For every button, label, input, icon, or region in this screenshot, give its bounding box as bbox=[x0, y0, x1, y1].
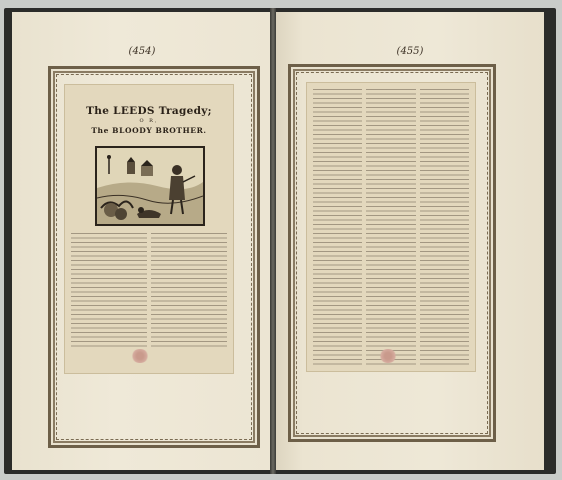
library-stamp-left bbox=[131, 349, 149, 363]
text-column-2 bbox=[151, 231, 227, 347]
library-stamp-right bbox=[379, 349, 397, 363]
text-column-1 bbox=[313, 87, 362, 365]
woodcut-scene-icon bbox=[97, 148, 203, 224]
text-column-2 bbox=[366, 87, 415, 365]
text-column-3 bbox=[420, 87, 469, 365]
text-column-1 bbox=[71, 231, 147, 347]
ballad-sheet-right bbox=[306, 82, 476, 372]
ballad-text-columns bbox=[71, 231, 227, 347]
left-page bbox=[12, 12, 270, 470]
ballad-text-columns-continued bbox=[313, 87, 469, 365]
ballad-title: The LEEDS Tragedy; bbox=[86, 105, 212, 117]
page-number-left: (454) bbox=[128, 46, 156, 57]
ballad-or-line: O R, bbox=[139, 118, 159, 124]
ballad-sheet-left bbox=[64, 84, 234, 374]
right-page bbox=[276, 12, 544, 470]
ballad-subtitle: The BLOODY BROTHER. bbox=[91, 126, 207, 135]
woodcut-illustration bbox=[95, 146, 205, 226]
page-number-right: (455) bbox=[396, 46, 424, 57]
